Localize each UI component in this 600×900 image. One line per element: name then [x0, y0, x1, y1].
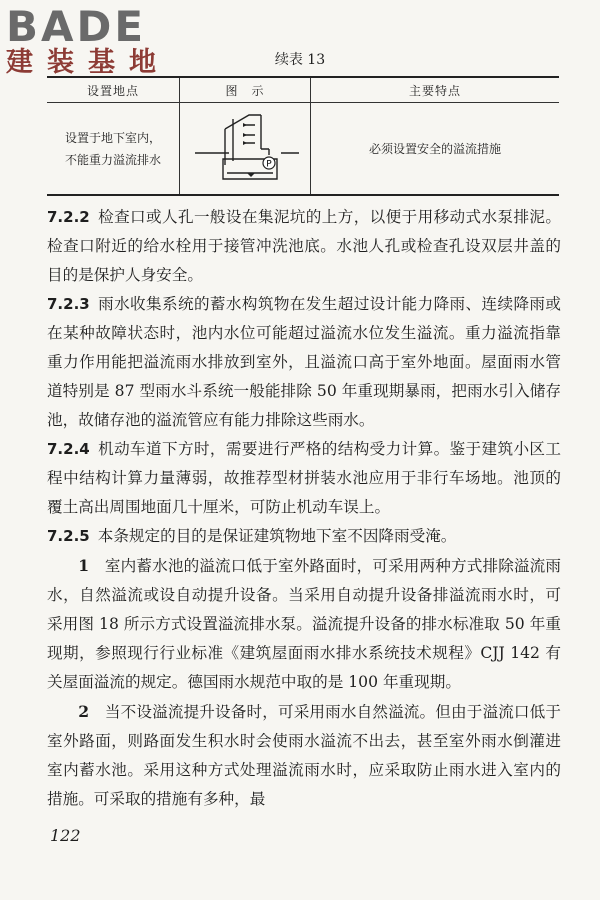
watermark-latin: BADE: [6, 2, 147, 51]
continued-table: [47, 76, 559, 196]
item-text: 当不设溢流提升设备时，可采用雨水自然溢流。但由于溢流口低于室外路面，则路面发生积水时会使雨水溢流不出去，甚至室外雨水倒灌进室内蓄水池。采用这种方式处理溢流雨水时，应采取防止雨水进入室内的措施。可采取的措施有多种，最: [47, 703, 561, 808]
clause-item-1: [47, 551, 561, 697]
table-header-features: 主要特点: [311, 77, 560, 103]
table-cell-location: [47, 103, 180, 196]
pump-label: P: [266, 159, 272, 170]
table-cell-diagram: [180, 103, 311, 196]
clause-text: 雨水收集系统的蓄水构筑物在发生超过设计能力降雨、连续降雨或在某种故障状态时，池内水位可能超过溢流水位发生溢流。重力溢流指靠重力作用能把溢流雨水排放到室外，且溢流口高于室外地面。屋面雨水管道特别是 87 型雨水斗系统一般能排除 50 年重现期暴雨，把雨水引入储存池，故储存池的溢流管应有能力排除这些雨水。: [47, 295, 561, 429]
clause-number: 7.2.5: [47, 527, 90, 545]
clause-7-2-4: [47, 435, 561, 522]
item-text: 室内蓄水池的溢流口低于室外路面时，可采用两种方式排除溢流雨水，自然溢流或设自动提升设备。当采用自动提升设备排溢流雨水时，可采用图 18 所示方式设置溢流排水泵。溢流提升设备的排水标准取 50 年重现期，参照现行行业标准《建筑屋面雨水排水系统技术规程》CJJ 142 有关屋面溢流的规定。德国雨水规范中取的是 100 年重现期。: [47, 557, 561, 691]
clause-item-2: [47, 697, 561, 814]
overflow-pump-diagram: [185, 103, 305, 191]
clause-number: 7.2.2: [47, 208, 90, 226]
clause-text: 检查口或人孔一般设在集泥坑的上方，以便于用移动式水泵排泥。检查口附近的给水栓用于接管冲洗池底。水池人孔或检查孔设双层井盖的目的是保护人身安全。: [47, 208, 561, 284]
item-number: 1: [78, 556, 90, 575]
table-caption: 续表 13: [274, 52, 326, 68]
clause-7-2-2: [47, 203, 561, 290]
table-cell-feature: 必须设置安全的溢流措施: [311, 103, 560, 196]
location-text: 设置于地下室内， 不能重力溢流排水: [64, 130, 161, 167]
body-text: [47, 203, 561, 814]
clause-text: 本条规定的目的是保证建筑物地下室不因降雨受淹。: [97, 527, 457, 545]
clause-number: 7.2.4: [47, 440, 90, 458]
clause-text: 机动车道下方时，需要进行严格的结构受力计算。鉴于建筑小区工程中结构计算力量薄弱，故推荐型材拼装水池应用于非行车场地。池顶的覆土高出周围地面几十厘米，可防止机动车误上。: [47, 440, 561, 516]
clause-7-2-3: [47, 290, 561, 435]
table-header-diagram: 图 示: [180, 77, 311, 103]
watermark-chinese: 建装基地: [6, 47, 170, 78]
item-number: 2: [78, 702, 90, 721]
table-header-location: 设置地点: [47, 77, 180, 103]
clause-7-2-5: [47, 522, 561, 551]
page-number: 122: [50, 826, 81, 845]
clause-number: 7.2.3: [47, 295, 90, 313]
